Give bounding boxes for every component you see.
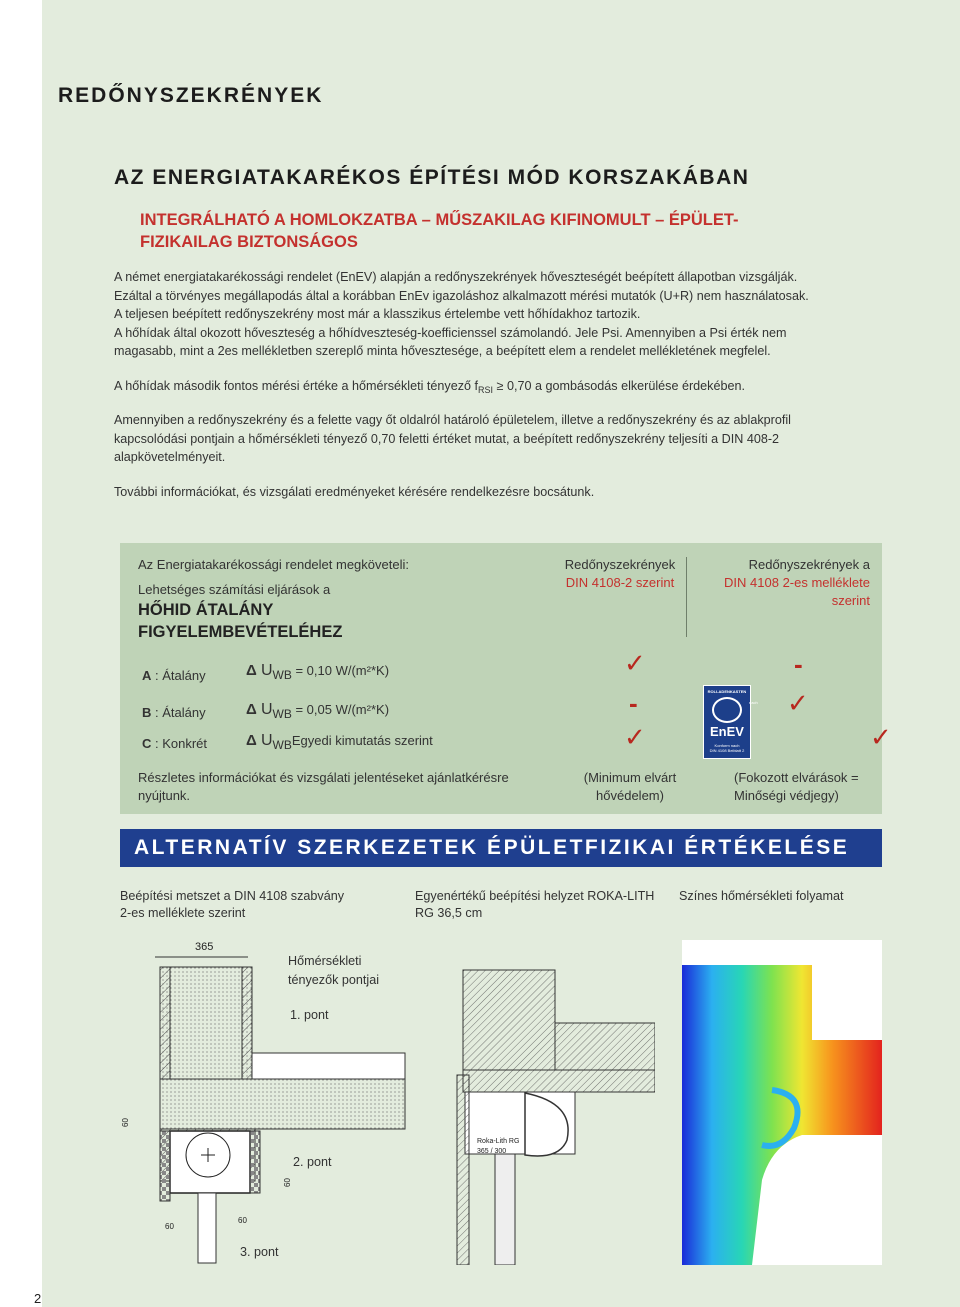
row-letter: A bbox=[142, 668, 152, 683]
thermal-gradient-image bbox=[682, 940, 882, 1265]
text-line: Ezáltal a törvényes megállapodás által a korábban EnEv igazoláshoz alkalmazott mérési mutatók (U+R) nem használatosak. bbox=[114, 288, 809, 303]
text-line: alapkövetelményeit. bbox=[114, 450, 226, 464]
wall-section bbox=[160, 967, 252, 1079]
alternative-structures-banner: ALTERNATÍV SZERKEZETEK ÉPÜLETFIZIKAI ÉRTÉKELÉSE bbox=[120, 829, 882, 867]
u-subscript: WB bbox=[272, 707, 292, 721]
note-line: (Fokozott elvárások = bbox=[734, 770, 859, 785]
row-label: : Átalány bbox=[151, 705, 206, 720]
seal-emblem bbox=[712, 697, 742, 723]
page-number: 2 bbox=[34, 1291, 42, 1306]
row-value: = 0,05 W/(m²*K) bbox=[291, 702, 390, 717]
insulation-side bbox=[160, 1131, 170, 1201]
footnote-line: Részletes információkat és vizsgálati jelentéseket ajánlatkérésre bbox=[138, 770, 509, 785]
column-header-line: DIN 4108 2-es melléklete bbox=[724, 575, 870, 590]
roka-lith-section-drawing bbox=[455, 965, 655, 1265]
column-header-din-4108-2 bbox=[556, 556, 684, 592]
plaster-layer bbox=[242, 967, 252, 1079]
point-1-label: 1. pont bbox=[290, 1008, 329, 1022]
dimension-bottom-right: 60 bbox=[238, 1216, 247, 1225]
row-value: Egyedi kimutatás szerint bbox=[291, 733, 433, 748]
product-label: 365 / 300 bbox=[477, 1148, 507, 1155]
column-header-line: DIN 4108-2 szerint bbox=[565, 575, 675, 590]
quality-mark-note bbox=[734, 769, 859, 805]
temperature-points-legend bbox=[288, 952, 379, 990]
methods-title-line: HŐHID ÁTALÁNY bbox=[138, 601, 274, 619]
paragraph-enev-intro bbox=[114, 268, 849, 361]
row-a-value bbox=[246, 662, 389, 682]
dimension-top: 365 bbox=[195, 941, 214, 953]
column-header-line: Redőnyszekrények bbox=[564, 557, 676, 572]
floor-layer bbox=[252, 1053, 405, 1079]
caption-line: 2-es melléklete szerint bbox=[120, 906, 246, 920]
subheading-line: FIZIKAILAG BIZTONSÁGOS bbox=[140, 233, 358, 251]
table-footnote bbox=[138, 769, 509, 805]
row-label: : Átalány bbox=[151, 668, 206, 683]
checkmark-icon: ✓ bbox=[624, 722, 646, 752]
row-value: = 0,10 W/(m²*K) bbox=[291, 663, 390, 678]
section-title: REDŐNYSZEKRÉNYEK bbox=[58, 84, 324, 107]
product-label: Roka-Lith RG bbox=[477, 1138, 520, 1145]
plaster-layer bbox=[160, 967, 170, 1079]
caption-line: Beépítési metszet a DIN 4108 szabvány bbox=[120, 889, 345, 903]
dash-icon: - bbox=[794, 649, 803, 679]
text-line: Amennyiben a redőnyszekrény és a felette vagy őt oldalról határoló épületelem, illetve a redőnyszekrény és az ablakprofil bbox=[114, 413, 791, 427]
subscript: RSI bbox=[478, 385, 494, 395]
caption-line: Egyenértékű beépítési helyzet ROKA-LITH bbox=[415, 889, 655, 903]
checkmark-icon: ✓ bbox=[624, 648, 646, 678]
row-letter: B bbox=[142, 705, 152, 720]
minimum-requirement-note bbox=[570, 769, 690, 805]
text-line: kapcsolódási pontjain a hőmérsékleti tényező 0,70 feletti értéket mutat, a beépített redőnyszekrény teljesíti a DIN 408-2 bbox=[114, 431, 780, 446]
seal-bottom-text: DIN 4108 Beiblatt 2 bbox=[709, 748, 745, 753]
main-heading: AZ ENERGIATAKARÉKOS ÉPÍTÉSI MÓD KORSZAKÁBAN bbox=[114, 166, 750, 189]
seal-bottom-text: Konform nach bbox=[714, 743, 740, 748]
dimension-bottom-left: 60 bbox=[165, 1222, 174, 1231]
table-divider bbox=[686, 557, 687, 637]
window-frame bbox=[495, 1154, 515, 1265]
methods-title-line: FIGYELEMBEVÉTELÉHEZ bbox=[138, 623, 343, 641]
subheading-line: INTEGRÁLHATÓ A HOMLOKZATBA – MŰSZAKILAG KIFINOMULT – ÉPÜLET- bbox=[140, 211, 739, 229]
column-header-line: Redőnyszekrények a bbox=[748, 557, 870, 572]
text-span: A hőhídak második fontos mérési értéke a hőmérsékleti tényező f bbox=[114, 379, 479, 393]
point-2-label: 2. pont bbox=[293, 1155, 332, 1169]
footnote-line: nyújtunk. bbox=[138, 788, 191, 803]
checkmark-icon: ✓ bbox=[787, 688, 809, 718]
table-row-a bbox=[142, 667, 206, 685]
caption-din-section bbox=[120, 888, 344, 922]
row-letter: C bbox=[142, 736, 152, 751]
legend-line: tényezők pontjai bbox=[288, 973, 380, 987]
caption-line: RG 36,5 cm bbox=[415, 906, 483, 920]
methods-label: Lehetséges számítási eljárások a bbox=[138, 582, 331, 597]
text-line: magasabb, mint a 2es mellékletben szereplő minta hővesztesége, a beépített elem a rendelet mellékletének megfelel. bbox=[114, 344, 771, 358]
row-label: : Konkrét bbox=[151, 736, 208, 751]
checkmark-icon: ✓ bbox=[870, 722, 892, 752]
u-symbol: U bbox=[260, 732, 273, 749]
paragraph-temperature-factor bbox=[114, 377, 849, 400]
note-line: hővédelem) bbox=[596, 788, 664, 803]
caption-thermal-gradient: Színes hőmérsékleti folyamat bbox=[679, 889, 844, 903]
u-symbol: U bbox=[260, 701, 273, 718]
outer-wall bbox=[457, 1075, 469, 1265]
delta-symbol: Δ bbox=[246, 662, 257, 679]
row-b-value bbox=[246, 701, 389, 721]
text-line: A német energiatakarékossági rendelet (EnEV) alapján a redőnyszekrények hőveszteségét beépített állapotban vizsgálják. bbox=[114, 270, 798, 284]
dash-icon: - bbox=[629, 688, 638, 718]
column-header-din-4108-annex bbox=[694, 556, 870, 610]
table-row-b bbox=[142, 704, 206, 722]
seal-main-text: EnEV bbox=[710, 724, 744, 739]
point-3-label: 3. pont bbox=[240, 1245, 279, 1259]
note-line: Minőségi védjegy) bbox=[734, 788, 839, 803]
floor-slab bbox=[555, 1023, 655, 1070]
seal-side-text: nach bbox=[749, 700, 758, 705]
seal-top-text: ROLLADENKASTEN bbox=[707, 689, 747, 694]
methods-title bbox=[138, 599, 342, 643]
text-line: A teljesen beépített redőnyszekrény most már a klasszikus értelembe vett hőhídakhoz tartozik. bbox=[114, 307, 641, 321]
u-subscript: WB bbox=[272, 738, 292, 752]
wall-section bbox=[463, 970, 555, 1070]
column-header-line: szerint bbox=[831, 593, 870, 608]
dimension-left: 60 bbox=[121, 1118, 130, 1127]
subheading bbox=[140, 209, 870, 253]
paragraph-din-requirements bbox=[114, 411, 849, 467]
enev-quality-seal bbox=[703, 685, 751, 759]
dimension-right: 60 bbox=[283, 1178, 292, 1187]
text-span: ≥ 0,70 a gombásodás elkerülése érdekében. bbox=[493, 379, 745, 393]
paragraph-more-info: További információkat, és vizsgálati eredményeket kérésére rendelkezésre bocsátunk. bbox=[114, 485, 595, 499]
u-symbol: U bbox=[260, 662, 273, 679]
u-subscript: WB bbox=[272, 668, 292, 682]
floor-slab bbox=[160, 1079, 405, 1129]
caption-roka-lith bbox=[415, 888, 654, 922]
note-line: (Minimum elvárt bbox=[583, 770, 677, 785]
window-frame bbox=[198, 1193, 216, 1263]
table-intro: Az Energiatakarékossági rendelet megköveteli: bbox=[138, 557, 409, 572]
table-row-c bbox=[142, 735, 207, 753]
legend-line: Hőmérsékleti bbox=[288, 954, 362, 968]
delta-symbol: Δ bbox=[246, 732, 257, 749]
insulation-side bbox=[250, 1131, 260, 1193]
text-line: A hőhídak által okozott hőveszteség a hőhídveszteség-koefficienssel számolandó. Jele Psi. Amennyiben a Psi érték nem bbox=[114, 325, 787, 340]
delta-symbol: Δ bbox=[246, 701, 257, 718]
lintel bbox=[463, 1070, 655, 1092]
row-c-value bbox=[246, 732, 433, 752]
